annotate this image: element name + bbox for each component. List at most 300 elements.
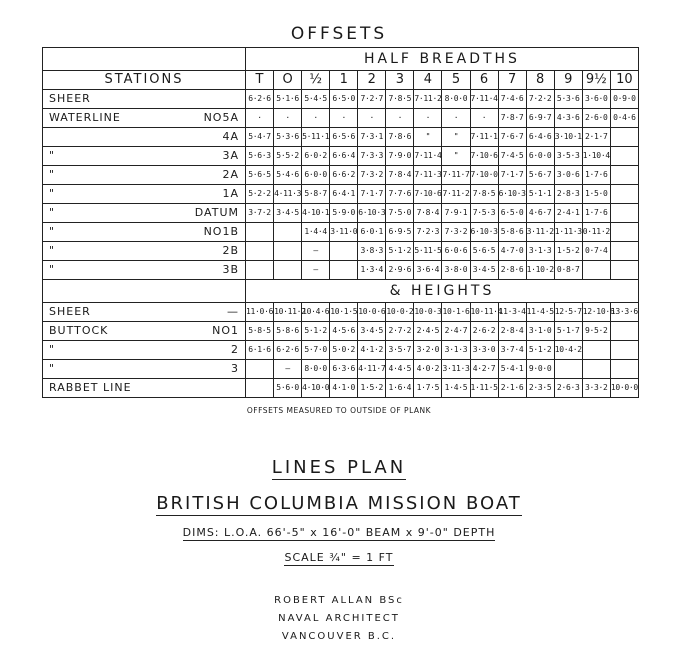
row-label [43, 261, 246, 280]
offset-cell: 0·4·6 [610, 109, 638, 128]
height-cell: 11·0·6 [246, 303, 274, 322]
row-label [43, 90, 246, 109]
row-sublabel-text: 3B [222, 263, 239, 276]
height-cell: 2·4·5 [414, 322, 442, 341]
offset-cell: 4·6·7 [526, 204, 554, 223]
offset-cell [610, 185, 638, 204]
band-spacer [43, 48, 246, 71]
height-cell: 10·4·6 [302, 303, 330, 322]
heights-band: & HEIGHTS [246, 280, 639, 303]
offset-cell: 6·10·3 [498, 185, 526, 204]
offset-cell: 3·1·3 [526, 242, 554, 261]
offset-cell: 4·7·0 [498, 242, 526, 261]
offset-cell [582, 261, 610, 280]
row-label [43, 242, 246, 261]
height-cell: 5·4·1 [498, 360, 526, 379]
height-cell: 2·3·5 [526, 379, 554, 398]
row-label [43, 360, 246, 379]
height-cell: 2·1·6 [498, 379, 526, 398]
offset-cell [274, 223, 302, 242]
table-row [43, 322, 639, 341]
offset-cell: 7·10·6 [414, 185, 442, 204]
offset-cell [330, 261, 358, 280]
row-label-text: " [49, 244, 56, 257]
offset-cell: · [442, 109, 470, 128]
height-cell: 1·6·4 [386, 379, 414, 398]
row-sublabel-text: NO1 [212, 324, 239, 337]
height-cell: 10·11·4 [470, 303, 498, 322]
architect-city: VANCOUVER B.C. [281, 631, 397, 642]
row-label-text: SHEER [49, 92, 91, 105]
offset-cell: 6·9·7 [526, 109, 554, 128]
offset-cell: 7·2·7 [358, 90, 386, 109]
offset-cell: 7·3·2 [442, 223, 470, 242]
height-cell: 10·0·3 [414, 303, 442, 322]
table-row [43, 360, 639, 379]
table-row [43, 242, 639, 261]
boat-name-heading [0, 493, 678, 514]
offset-cell: 5·9·0 [330, 204, 358, 223]
station-header: 1 [330, 71, 358, 90]
offset-cell: 3·5·3 [554, 147, 582, 166]
height-cell: 1·11·5 [470, 379, 498, 398]
offset-cell: 1·11·3 [554, 223, 582, 242]
offset-cell: 2·9·6 [386, 261, 414, 280]
scale-line [0, 551, 678, 564]
height-cell: 2·6·3 [554, 379, 582, 398]
offset-cell: 6·0·1 [358, 223, 386, 242]
offset-cell: 4·3·6 [554, 109, 582, 128]
offset-cell: 5·4·5 [302, 90, 330, 109]
height-cell: 5·1·7 [554, 322, 582, 341]
row-label [43, 185, 246, 204]
offset-cell: 6·10·3 [470, 223, 498, 242]
offset-cell: 7·11·7 [442, 166, 470, 185]
row-sublabel-text: 2 [231, 343, 239, 356]
architect-name: ROBERT ALLAN BSc [274, 595, 404, 606]
height-cell [246, 379, 274, 398]
offset-cell: 7·8·7 [498, 109, 526, 128]
offset-cell: 2·6·0 [582, 109, 610, 128]
offset-cell: 7·10·6 [470, 147, 498, 166]
offset-cell [610, 147, 638, 166]
offset-cell [610, 242, 638, 261]
table-row [43, 341, 639, 360]
stations-header: STATIONS [43, 71, 246, 90]
offsets-table [42, 47, 639, 398]
height-cell: 10·0·6 [358, 303, 386, 322]
row-sublabel-text: NO5A [203, 111, 239, 124]
offset-cell: 5·6·7 [526, 166, 554, 185]
table-row [43, 90, 639, 109]
offset-cell: — [302, 242, 330, 261]
offset-cell: 5·6·5 [246, 166, 274, 185]
offset-cell: 1·4·4 [302, 223, 330, 242]
offset-cell: 7·11·2 [414, 90, 442, 109]
offset-cell: 7·4·6 [498, 90, 526, 109]
height-cell: 10·4·2 [554, 341, 582, 360]
offset-cell: — [302, 261, 330, 280]
offset-cell: 3·11·0 [330, 223, 358, 242]
offset-cell: 1·5·2 [554, 242, 582, 261]
offset-cell: 7·9·0 [386, 147, 414, 166]
height-cell: 5·6·0 [274, 379, 302, 398]
height-cell: 12·5·7 [554, 303, 582, 322]
row-sublabel-text: 4A [222, 130, 239, 143]
height-cell: 1·4·5 [442, 379, 470, 398]
row-label-text: SHEER [49, 305, 91, 318]
offset-cell: 6·0·0 [526, 147, 554, 166]
offset-cell: 6·0·6 [442, 242, 470, 261]
height-cell: 3·2·0 [414, 341, 442, 360]
offset-cell: 0·9·0 [610, 90, 638, 109]
station-header: 5 [442, 71, 470, 90]
station-header: 8 [526, 71, 554, 90]
height-cell: 10·1·5 [330, 303, 358, 322]
offset-cell: 5·6·3 [246, 147, 274, 166]
offset-cell: 7·2·2 [526, 90, 554, 109]
height-cell: 9·5·2 [582, 322, 610, 341]
height-cell: 10·1·6 [442, 303, 470, 322]
offset-cell: 1·7·6 [582, 166, 610, 185]
row-label-text: " [49, 168, 56, 181]
offsets-note: OFFSETS MEASURED TO OUTSIDE OF PLANK [246, 406, 432, 415]
row-label-text: RABBET LINE [49, 381, 132, 394]
scale-text: SCALE ¾" = 1 FT [284, 551, 394, 564]
height-cell: 2·8·4 [498, 322, 526, 341]
row-label-text: " [49, 206, 56, 219]
offset-cell: 5·2·2 [246, 185, 274, 204]
offset-cell: 5·1·2 [386, 242, 414, 261]
height-cell: 5·0·2 [330, 341, 358, 360]
station-header: 9½ [582, 71, 610, 90]
offset-cell: 5·3·6 [554, 90, 582, 109]
offset-cell [330, 242, 358, 261]
height-cell: 3·1·3 [442, 341, 470, 360]
row-label [43, 322, 246, 341]
offset-cell: · [274, 109, 302, 128]
height-cell: 11·4·5 [526, 303, 554, 322]
row-sublabel-text: 3A [222, 149, 239, 162]
offset-cell: 5·8·7 [302, 185, 330, 204]
offset-cell: 2·8·6 [498, 261, 526, 280]
offset-cell [246, 242, 274, 261]
offset-cell [274, 242, 302, 261]
station-header: 3 [386, 71, 414, 90]
row-label-text: " [49, 187, 56, 200]
height-cell: 3·3·0 [470, 341, 498, 360]
offset-cell: · [386, 109, 414, 128]
offset-cell: 7·3·3 [358, 147, 386, 166]
height-cell: 1·5·2 [358, 379, 386, 398]
height-cell [582, 360, 610, 379]
offset-cell: 6·5·0 [498, 204, 526, 223]
table-row [43, 379, 639, 398]
offset-cell: 7·11·1 [470, 128, 498, 147]
offset-cell: 5·4·6 [274, 166, 302, 185]
height-cell: 5·7·0 [302, 341, 330, 360]
offset-cell: 7·3·2 [358, 166, 386, 185]
offset-cell: 4·11·3 [274, 185, 302, 204]
height-cell: 5·1·2 [526, 341, 554, 360]
offset-cell: 5·6·5 [470, 242, 498, 261]
lines-plan-text: LINES PLAN [271, 457, 407, 478]
offset-cell: 5·8·6 [498, 223, 526, 242]
height-cell: — [274, 360, 302, 379]
height-cell: 8·0·0 [302, 360, 330, 379]
height-cell [554, 360, 582, 379]
row-label [43, 303, 246, 322]
station-header: 9 [554, 71, 582, 90]
offset-cell: 3·7·2 [246, 204, 274, 223]
offset-cell: · [302, 109, 330, 128]
dimensions-line [0, 526, 678, 539]
offset-cell: · [246, 109, 274, 128]
row-label-text: " [49, 149, 56, 162]
offset-cell: · [414, 109, 442, 128]
offset-cell: 1·10·4 [582, 147, 610, 166]
row-label-text: WATERLINE [49, 111, 121, 124]
offset-cell: 7·2·3 [414, 223, 442, 242]
offset-cell: 3·4·5 [470, 261, 498, 280]
height-cell [582, 341, 610, 360]
row-label-text: " [49, 263, 56, 276]
height-cell: 4·1·2 [358, 341, 386, 360]
height-cell: 13·3·6 [610, 303, 638, 322]
row-label-text: BUTTOCK [49, 324, 109, 337]
station-header: 4 [414, 71, 442, 90]
height-cell: 10·0·0 [610, 379, 638, 398]
offset-cell: 7·9·1 [442, 204, 470, 223]
offset-cell: 7·4·5 [498, 147, 526, 166]
offset-cell: 7·11·4 [470, 90, 498, 109]
height-cell: 2·4·7 [442, 322, 470, 341]
offset-cell: 7·5·3 [470, 204, 498, 223]
offset-cell [610, 261, 638, 280]
offset-cell: 7·11·3 [414, 166, 442, 185]
height-cell: 3·11·3 [442, 360, 470, 379]
height-cell [610, 322, 638, 341]
station-header: 10 [610, 71, 638, 90]
table-row [43, 147, 639, 166]
offset-cell: 7·11·4 [414, 147, 442, 166]
offset-cell: 7·11·2 [442, 185, 470, 204]
height-cell: 12·10·6 [582, 303, 610, 322]
offset-cell: 5·3·6 [274, 128, 302, 147]
height-cell: 10·11·2 [274, 303, 302, 322]
row-sublabel-text: 1A [222, 187, 239, 200]
height-cell: 4·10·0 [302, 379, 330, 398]
offset-cell: 7·1·7 [358, 185, 386, 204]
row-label [43, 204, 246, 223]
offset-cell: 1·10·2 [526, 261, 554, 280]
offset-cell: 6·0·0 [302, 166, 330, 185]
height-cell: 2·7·2 [386, 322, 414, 341]
height-cell: 3·1·0 [526, 322, 554, 341]
offset-cell: 2·8·3 [554, 185, 582, 204]
dimensions-text: DIMS: L.O.A. 66'-5" x 16'-0" BEAM x 9'-0" DEPTH [182, 526, 496, 539]
stations-header-row [43, 71, 639, 90]
height-cell: 4·5·6 [330, 322, 358, 341]
offset-cell [610, 128, 638, 147]
offset-cell: 1·7·6 [582, 204, 610, 223]
offsets-table-body [43, 48, 639, 398]
height-cell: 4·11·7 [358, 360, 386, 379]
row-sublabel-text: DATUM [194, 206, 239, 219]
height-cell: 6·1·6 [246, 341, 274, 360]
offset-cell: 1·5·0 [582, 185, 610, 204]
offset-cell [610, 223, 638, 242]
offset-cell: 6·5·6 [330, 128, 358, 147]
table-row [43, 128, 639, 147]
table-row [43, 166, 639, 185]
offset-cell: 6·10·3 [358, 204, 386, 223]
height-cell: 5·1·2 [302, 322, 330, 341]
table-row [43, 204, 639, 223]
architect-role: NAVAL ARCHITECT [278, 613, 400, 624]
offset-cell: · [470, 109, 498, 128]
offset-cell: 6·2·6 [246, 90, 274, 109]
offset-cell: 7·1·7 [498, 166, 526, 185]
offset-cell: 6·5·0 [330, 90, 358, 109]
station-header: 7 [498, 71, 526, 90]
half-breadths-band: HALF BREADTHS [246, 48, 639, 71]
height-cell: 5·8·5 [246, 322, 274, 341]
offset-cell [610, 166, 638, 185]
offset-cell: 3·10·1 [554, 128, 582, 147]
offset-cell [246, 223, 274, 242]
height-cell [610, 341, 638, 360]
offset-cell: · [358, 109, 386, 128]
offset-cell: 6·6·4 [330, 147, 358, 166]
station-header: 6 [470, 71, 498, 90]
height-cell: 3·4·5 [358, 322, 386, 341]
offset-cell: " [442, 147, 470, 166]
height-cell: 4·2·7 [470, 360, 498, 379]
row-label-text: " [49, 362, 56, 375]
offset-cell: 6·9·5 [386, 223, 414, 242]
station-header: T [246, 71, 274, 90]
offset-cell: 8·0·0 [442, 90, 470, 109]
row-label [43, 128, 246, 147]
height-cell [610, 360, 638, 379]
height-cell: 1·7·5 [414, 379, 442, 398]
row-label [43, 223, 246, 242]
offset-cell: 5·1·6 [274, 90, 302, 109]
offset-cell: 3·8·0 [442, 261, 470, 280]
height-cell: 9·0·0 [526, 360, 554, 379]
offset-cell: 7·3·1 [358, 128, 386, 147]
offset-cell: 3·8·3 [358, 242, 386, 261]
offset-cell [274, 261, 302, 280]
lines-plan-heading [0, 457, 678, 478]
station-header: O [274, 71, 302, 90]
table-row [43, 109, 639, 128]
height-cell: 10·0·2 [386, 303, 414, 322]
height-cell: 6·2·6 [274, 341, 302, 360]
offset-cell: 5·1·1 [526, 185, 554, 204]
boat-name-text: BRITISH COLUMBIA MISSION BOAT [156, 493, 522, 514]
offset-cell: 6·6·2 [330, 166, 358, 185]
offset-cell [246, 261, 274, 280]
height-cell: 5·8·6 [274, 322, 302, 341]
table-row [43, 303, 639, 322]
offset-cell [610, 204, 638, 223]
table-row [43, 223, 639, 242]
row-sublabel-text: 2B [222, 244, 239, 257]
height-cell: 6·3·6 [330, 360, 358, 379]
offset-cell: 2·4·1 [554, 204, 582, 223]
height-cell [246, 360, 274, 379]
offset-cell: 7·6·7 [498, 128, 526, 147]
table-row [43, 261, 639, 280]
row-sublabel-text: 3 [231, 362, 239, 375]
offset-cell: 3·0·6 [554, 166, 582, 185]
row-label [43, 147, 246, 166]
row-sublabel-text: 2A [222, 168, 239, 181]
row-label-text: " [49, 225, 56, 238]
offset-cell: 3·6·0 [582, 90, 610, 109]
row-label-text: " [49, 343, 56, 356]
table-row [43, 185, 639, 204]
offset-cell: 5·4·7 [246, 128, 274, 147]
height-cell: 3·7·4 [498, 341, 526, 360]
offset-cell: · [330, 109, 358, 128]
height-cell: 4·1·0 [330, 379, 358, 398]
offset-cell: 4·10·1 [302, 204, 330, 223]
offset-cell: 5·5·2 [274, 147, 302, 166]
height-cell: 4·0·2 [414, 360, 442, 379]
offset-cell: 5·11·1 [302, 128, 330, 147]
height-cell: 11·3·4 [498, 303, 526, 322]
offset-cell: 7·8·6 [386, 128, 414, 147]
heights-band-row [43, 280, 639, 303]
height-cell: 2·6·2 [470, 322, 498, 341]
offset-cell: 7·5·0 [386, 204, 414, 223]
offset-cell: 0·7·4 [582, 242, 610, 261]
offset-cell: 0·8·7 [554, 261, 582, 280]
station-header: 2 [358, 71, 386, 90]
offset-cell: 7·8·5 [470, 185, 498, 204]
offset-cell: 2·1·7 [582, 128, 610, 147]
row-label [43, 166, 246, 185]
offset-cell: 3·4·5 [274, 204, 302, 223]
half-breadths-band-row [43, 48, 639, 71]
row-label [43, 341, 246, 360]
height-cell: 3·5·7 [386, 341, 414, 360]
row-label [43, 109, 246, 128]
offsets-title: OFFSETS [290, 24, 388, 44]
offset-cell: 7·7·6 [386, 185, 414, 204]
offset-cell: 1·3·4 [358, 261, 386, 280]
offset-cell: 7·8·5 [386, 90, 414, 109]
offset-cell: 0·11·2 [582, 223, 610, 242]
offset-cell: 7·8·4 [386, 166, 414, 185]
offset-cell: 7·8·4 [414, 204, 442, 223]
offset-cell: 6·0·2 [302, 147, 330, 166]
offset-cell: " [414, 128, 442, 147]
height-cell: 4·4·5 [386, 360, 414, 379]
offset-cell: 5·11·5 [414, 242, 442, 261]
band-spacer [43, 280, 246, 303]
offset-cell: " [442, 128, 470, 147]
offset-cell: 6·4·1 [330, 185, 358, 204]
row-sublabel-text: NO1B [203, 225, 239, 238]
row-sublabel-text: — [227, 305, 239, 318]
offset-cell: 6·4·6 [526, 128, 554, 147]
station-header: ½ [302, 71, 330, 90]
offset-cell: 3·11·2 [526, 223, 554, 242]
